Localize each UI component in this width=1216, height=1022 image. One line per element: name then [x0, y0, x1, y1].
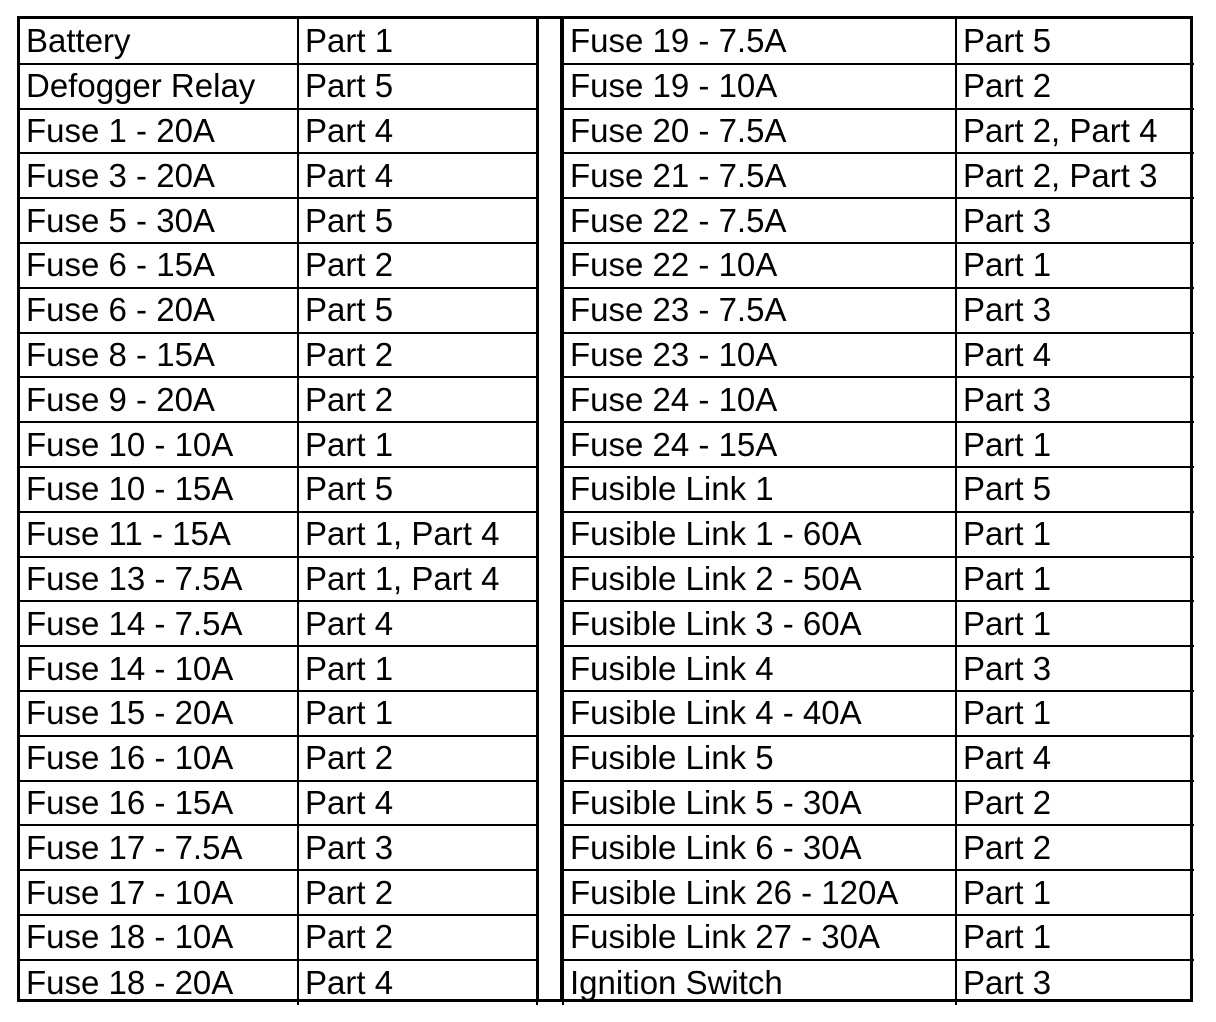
table-row: [20, 64, 537, 109]
location-cell: Part 4: [956, 333, 1194, 378]
location-cell: Part 3: [956, 288, 1194, 333]
table-row: [563, 198, 1194, 243]
location-cell: Part 2, Part 3: [956, 153, 1194, 198]
location-cell: Part 4: [298, 153, 537, 198]
location-cell: Part 1: [956, 512, 1194, 557]
table-row: [20, 467, 537, 512]
table-row: [563, 557, 1194, 602]
table-row: [563, 288, 1194, 333]
component-cell: Fuse 24 - 10A: [563, 377, 956, 422]
table-row: [20, 288, 537, 333]
table-row: [20, 825, 537, 870]
component-cell: Fuse 5 - 30A: [20, 198, 298, 243]
location-cell: Part 3: [298, 825, 537, 870]
component-cell: Fuse 9 - 20A: [20, 377, 298, 422]
table-row: [20, 601, 537, 646]
table-row: [563, 377, 1194, 422]
table-row: [563, 243, 1194, 288]
table-row: [563, 333, 1194, 378]
component-cell: Fuse 17 - 10A: [20, 870, 298, 915]
component-cell: Fuse 21 - 7.5A: [563, 153, 956, 198]
table-row: [20, 19, 537, 64]
component-cell: Fuse 18 - 20A: [20, 960, 298, 1005]
location-cell: Part 5: [298, 64, 537, 109]
component-cell: Ignition Switch: [563, 960, 956, 1005]
table-row: [563, 691, 1194, 736]
location-cell: Part 1: [956, 870, 1194, 915]
table-row: [20, 377, 537, 422]
location-cell: Part 2: [298, 243, 537, 288]
table-row: [563, 825, 1194, 870]
location-cell: Part 2: [298, 377, 537, 422]
right-table: [562, 19, 1194, 1005]
location-cell: Part 5: [956, 19, 1194, 64]
component-cell: Fuse 20 - 7.5A: [563, 109, 956, 154]
component-cell: Fuse 10 - 10A: [20, 422, 298, 467]
component-cell: Fuse 11 - 15A: [20, 512, 298, 557]
component-cell: Fuse 22 - 10A: [563, 243, 956, 288]
location-cell: Part 3: [956, 960, 1194, 1005]
location-cell: Part 1: [956, 691, 1194, 736]
component-cell: Fusible Link 5: [563, 736, 956, 781]
component-cell: Fuse 15 - 20A: [20, 691, 298, 736]
location-cell: Part 1: [298, 691, 537, 736]
table-row: [20, 646, 537, 691]
component-cell: Fuse 24 - 15A: [563, 422, 956, 467]
location-cell: Part 3: [956, 198, 1194, 243]
table-row: [563, 960, 1194, 1005]
table-row: [20, 153, 537, 198]
table-row: [20, 333, 537, 378]
location-cell: Part 4: [956, 736, 1194, 781]
component-cell: Fusible Link 4 - 40A: [563, 691, 956, 736]
table-row: [20, 198, 537, 243]
location-cell: Part 5: [298, 288, 537, 333]
table-row: [563, 736, 1194, 781]
location-cell: Part 4: [298, 109, 537, 154]
location-cell: Part 2: [956, 64, 1194, 109]
component-cell: Fuse 8 - 15A: [20, 333, 298, 378]
table-row: [20, 915, 537, 960]
table-row: [20, 870, 537, 915]
component-cell: Fuse 16 - 10A: [20, 736, 298, 781]
location-cell: Part 2: [956, 781, 1194, 826]
table-row: [20, 781, 537, 826]
component-cell: Fuse 13 - 7.5A: [20, 557, 298, 602]
location-cell: Part 4: [298, 781, 537, 826]
component-cell: Fuse 6 - 20A: [20, 288, 298, 333]
component-cell: Fusible Link 26 - 120A: [563, 870, 956, 915]
table-row: [563, 19, 1194, 64]
table-row: [563, 512, 1194, 557]
component-cell: Fusible Link 3 - 60A: [563, 601, 956, 646]
table-row: [20, 960, 537, 1005]
component-cell: Fuse 23 - 10A: [563, 333, 956, 378]
left-table: [20, 19, 538, 1005]
location-cell: Part 4: [298, 601, 537, 646]
table-row: [20, 422, 537, 467]
component-cell: Fuse 14 - 10A: [20, 646, 298, 691]
component-cell: Fuse 10 - 15A: [20, 467, 298, 512]
component-cell: Fuse 16 - 15A: [20, 781, 298, 826]
location-cell: Part 1: [956, 422, 1194, 467]
location-cell: Part 5: [298, 198, 537, 243]
component-cell: Fuse 18 - 10A: [20, 915, 298, 960]
location-cell: Part 5: [956, 467, 1194, 512]
location-cell: Part 5: [298, 467, 537, 512]
location-cell: Part 2: [298, 915, 537, 960]
component-cell: Fusible Link 1: [563, 467, 956, 512]
table-row: [563, 646, 1194, 691]
table-row: [563, 467, 1194, 512]
location-cell: Part 2, Part 4: [956, 109, 1194, 154]
location-cell: Part 4: [298, 960, 537, 1005]
component-location-table: [17, 16, 1193, 1002]
location-cell: Part 3: [956, 377, 1194, 422]
component-cell: Battery: [20, 19, 298, 64]
component-cell: Fuse 19 - 7.5A: [563, 19, 956, 64]
component-cell: Fusible Link 5 - 30A: [563, 781, 956, 826]
location-cell: Part 1, Part 4: [298, 557, 537, 602]
component-cell: Fuse 3 - 20A: [20, 153, 298, 198]
location-cell: Part 2: [956, 825, 1194, 870]
table-row: [563, 422, 1194, 467]
location-cell: Part 1: [956, 243, 1194, 288]
location-cell: Part 1: [956, 601, 1194, 646]
table-row: [563, 915, 1194, 960]
table-row: [20, 512, 537, 557]
location-cell: Part 3: [956, 646, 1194, 691]
component-cell: Fuse 1 - 20A: [20, 109, 298, 154]
table-row: [563, 64, 1194, 109]
location-cell: Part 1: [298, 19, 537, 64]
table-row: [563, 870, 1194, 915]
component-cell: Fuse 19 - 10A: [563, 64, 956, 109]
table-row: [20, 243, 537, 288]
component-cell: Defogger Relay: [20, 64, 298, 109]
location-cell: Part 1: [956, 915, 1194, 960]
column-divider: [537, 19, 562, 999]
location-cell: Part 2: [298, 333, 537, 378]
table-row: [20, 691, 537, 736]
location-cell: Part 1: [956, 557, 1194, 602]
location-cell: Part 2: [298, 870, 537, 915]
location-cell: Part 2: [298, 736, 537, 781]
component-cell: Fuse 14 - 7.5A: [20, 601, 298, 646]
component-cell: Fuse 17 - 7.5A: [20, 825, 298, 870]
table-row: [20, 109, 537, 154]
table-row: [563, 781, 1194, 826]
component-cell: Fusible Link 4: [563, 646, 956, 691]
table-row: [563, 153, 1194, 198]
component-cell: Fusible Link 2 - 50A: [563, 557, 956, 602]
table-row: [563, 109, 1194, 154]
table-row: [20, 557, 537, 602]
table-row: [20, 736, 537, 781]
table-row: [563, 601, 1194, 646]
component-cell: Fusible Link 27 - 30A: [563, 915, 956, 960]
component-cell: Fusible Link 1 - 60A: [563, 512, 956, 557]
component-cell: Fusible Link 6 - 30A: [563, 825, 956, 870]
location-cell: Part 1, Part 4: [298, 512, 537, 557]
component-cell: Fuse 6 - 15A: [20, 243, 298, 288]
component-cell: Fuse 23 - 7.5A: [563, 288, 956, 333]
location-cell: Part 1: [298, 646, 537, 691]
location-cell: Part 1: [298, 422, 537, 467]
component-cell: Fuse 22 - 7.5A: [563, 198, 956, 243]
